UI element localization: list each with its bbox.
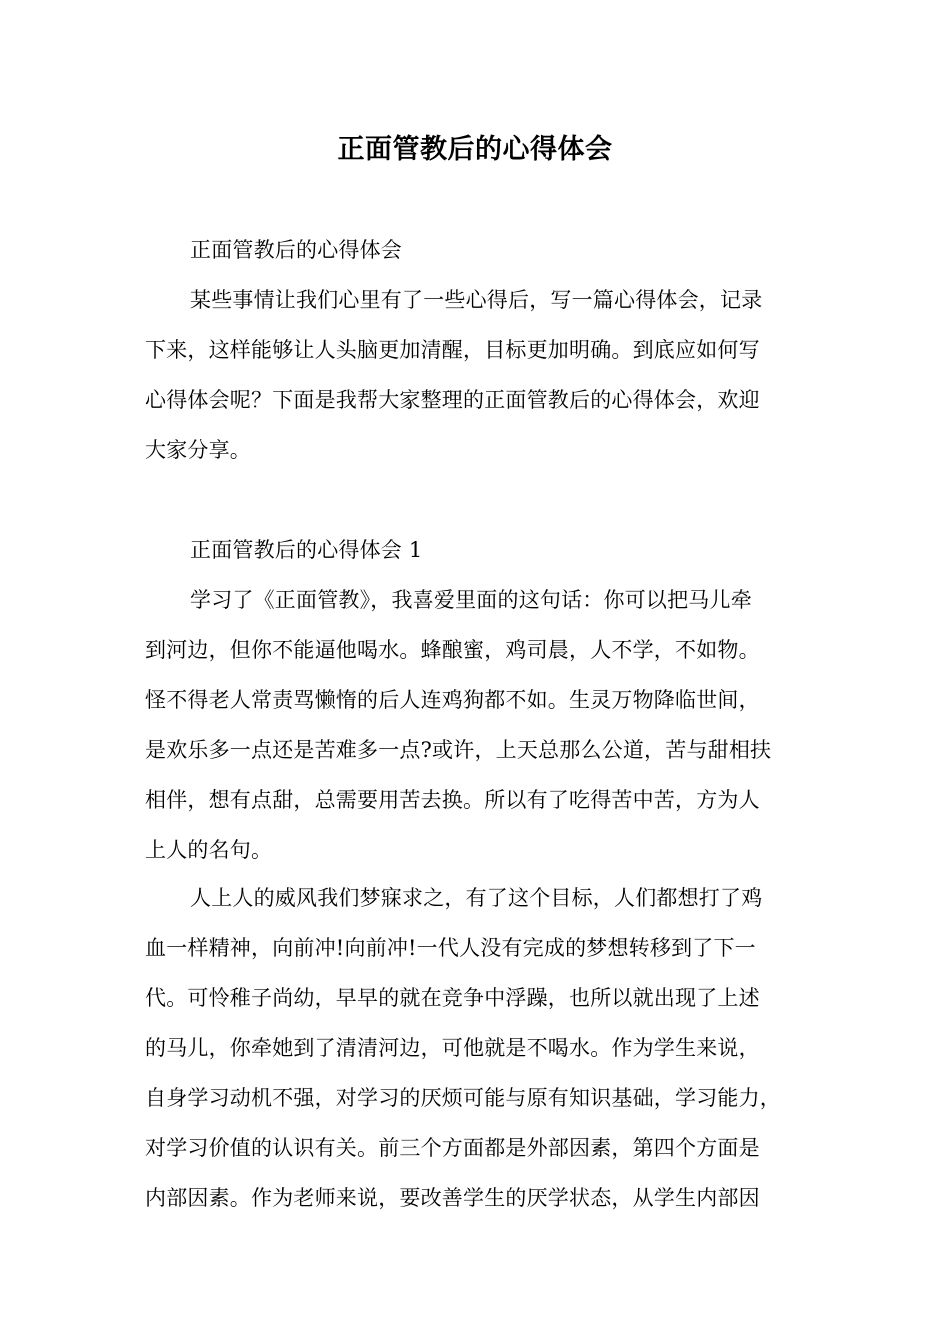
paragraph-line: 怪不得老人常责骂懒惰的后人连鸡狗都不如。生灵万物降临世间， [145, 688, 760, 712]
paragraph-line: 学习了《正面管教》，我喜爱里面的这句话：你可以把马儿牵 [190, 588, 752, 612]
section-heading: 正面管教后的心得体会 1 [190, 538, 423, 562]
document-title: 正面管教后的心得体会 [337, 134, 613, 165]
intro-line: 大家分享。 [145, 438, 251, 462]
intro-line: 下来，这样能够让人头脑更加清醒，目标更加明确。到底应如何写 [145, 338, 760, 362]
paragraph-line: 上人的名句。 [145, 838, 273, 862]
paragraph-line: 人上人的威风我们梦寐求之，有了这个目标，人们都想打了鸡 [190, 886, 763, 910]
paragraph-line: 自身学习动机不强，对学习的厌烦可能与原有知识基础，学习能力， [145, 1086, 781, 1110]
paragraph-line: 对学习价值的认识有关。前三个方面都是外部因素，第四个方面是 [145, 1136, 760, 1160]
paragraph-line: 到河边，但你不能逼他喝水。蜂酿蜜，鸡司晨，人不学，不如物。 [145, 638, 760, 662]
paragraph-line: 相伴，想有点甜，总需要用苦去换。所以有了吃得苦中苦，方为人 [145, 788, 760, 812]
intro-line: 心得体会呢？下面是我帮大家整理的正面管教后的心得体会，欢迎 [145, 388, 760, 412]
paragraph-line: 的马儿，你牵她到了清清河边，可他就是不喝水。作为学生来说， [145, 1036, 760, 1060]
intro-line: 某些事情让我们心里有了一些心得后，写一篇心得体会，记录 [190, 288, 763, 312]
paragraph-line: 血一样精神，向前冲!向前冲!一代人没有完成的梦想转移到了下一 [145, 936, 756, 960]
paragraph-line: 内部因素。作为老师来说，要改善学生的厌学状态，从学生内部因 [145, 1186, 760, 1210]
subtitle: 正面管教后的心得体会 [190, 238, 402, 262]
paragraph-line: 是欢乐多一点还是苦难多一点?或许，上天总那么公道，苦与甜相扶 [145, 738, 772, 762]
paragraph-line: 代。可怜稚子尚幼，早早的就在竞争中浮躁，也所以就出现了上述 [145, 986, 760, 1010]
